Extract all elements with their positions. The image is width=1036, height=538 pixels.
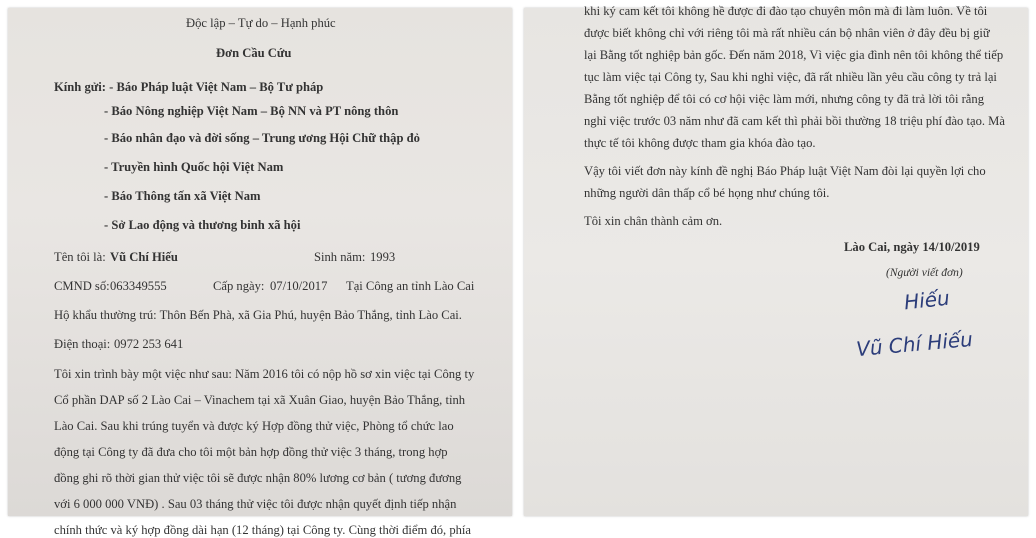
phone-label: Điện thoại: [54,337,111,351]
document-page-right [524,4,1028,516]
body-line: Lào Cai. Sau khi trúng tuyển và được ký Hợp đồng thử việc, Phòng tổ chức lao [54,419,454,433]
recipient-line: - Truyền hình Quốc hội Việt Nam [104,160,284,174]
request-line: những người dân thấp cổ bé họng như chúng tôi. [584,186,830,200]
phone-value: 0972 253 641 [114,337,184,351]
birth-value: 1993 [370,250,396,264]
name-value: Vũ Chí Hiếu [110,250,178,264]
thanks-line: Tôi xin chân thành cảm ơn. [584,214,723,228]
body-line: thực tế tôi không được tham gia khóa đào tạo. [584,136,816,150]
request-line: Vậy tôi viết đơn này kính đề nghị Báo Pháp luật Việt Nam đòi lại quyền lợi cho [584,164,986,178]
body-line: được biết không chỉ với riêng tôi mà rất nhiều cán bộ nhân viên ở đây đều bị giữ [584,26,990,40]
address-line: Hộ khẩu thường trú: Thôn Bến Phà, xã Gia Phú, huyện Bảo Thắng, tỉnh Lào Cai. [54,308,462,322]
body-line: Cổ phần DAP số 2 Lào Cai – Vinachem tại xã Xuân Giao, huyện Bảo Thắng, tỉnh [54,393,466,407]
signature: Hiếu [902,285,951,315]
body-line: nghỉ việc trước 03 năm như đã cam kết thì phải bồi thường 18 triệu phí đào tạo. Mà [584,114,1005,128]
issue-place: Tại Công an tỉnh Lào Cai [346,279,475,293]
recipient-line: Kính gửi: - Báo Pháp luật Việt Nam – Bộ Tư pháp [54,80,324,94]
recipient-line: - Sở Lao động và thương binh xã hội [104,218,301,232]
document-title: Đơn Cầu Cứu [216,46,292,60]
recipient-line: - Báo nhân đạo và đời sống – Trung ương Hội Chữ thập đỏ [104,131,420,145]
body-line: khi ký cam kết tôi không hề được đi đào tạo chuyên môn mà đi làm luôn. Về tôi [584,4,988,18]
body-line: lại Bằng tốt nghiệp bản gốc. Đến năm 2018, Vì việc gia đình nên tôi không thể tiếp [584,48,1004,62]
id-label: CMND số: [54,279,110,293]
body-line: tục làm việc tại Công ty, Sau khi nghỉ việc, đã rất nhiều lần yêu cầu công ty trả lại [584,70,997,84]
issue-label: Cấp ngày: [213,279,265,293]
birth-label: Sinh năm: [314,250,366,264]
body-line: động tại Công ty đã đưa cho tôi một bản hợp đồng thử việc 3 tháng, trong hợp [54,445,448,459]
body-line: Bằng tốt nghiệp để tôi có cơ hội việc làm mới, nhưng công ty đã trả lời tôi rằng [584,92,984,106]
body-line: chính thức và ký hợp đồng dài hạn (12 tháng) tại Công ty. Cùng thời điểm đó, phía [54,523,472,537]
id-value: 063349555 [110,279,167,293]
document-page-left [8,8,512,537]
handwritten-name: Vũ Chí Hiếu [855,326,974,362]
body-line: Tôi xin trình bày một việc như sau: Năm 2016 tôi có nộp hồ sơ xin việc tại Công ty [54,367,475,381]
body-line: với 6 000 000 VNĐ) . Sau 03 tháng thử việc tôi được nhận quyết định tiếp nhận [54,497,457,511]
recipient-line: - Báo Thông tấn xã Việt Nam [104,189,261,203]
motto: Độc lập – Tự do – Hạnh phúc [186,16,336,30]
writer-label: (Người viết đơn) [886,267,963,279]
date-line: Lào Cai, ngày 14/10/2019 [844,240,980,254]
recipient-line: - Báo Nông nghiệp Việt Nam – Bộ NN và PT nông thôn [104,104,399,118]
name-label: Tên tôi là: [54,250,106,264]
body-line: đồng ghi rõ thời gian thử việc tôi sẽ được nhận 80% lương cơ bản ( tương đương [54,471,462,485]
issue-value: 07/10/2017 [270,279,328,293]
